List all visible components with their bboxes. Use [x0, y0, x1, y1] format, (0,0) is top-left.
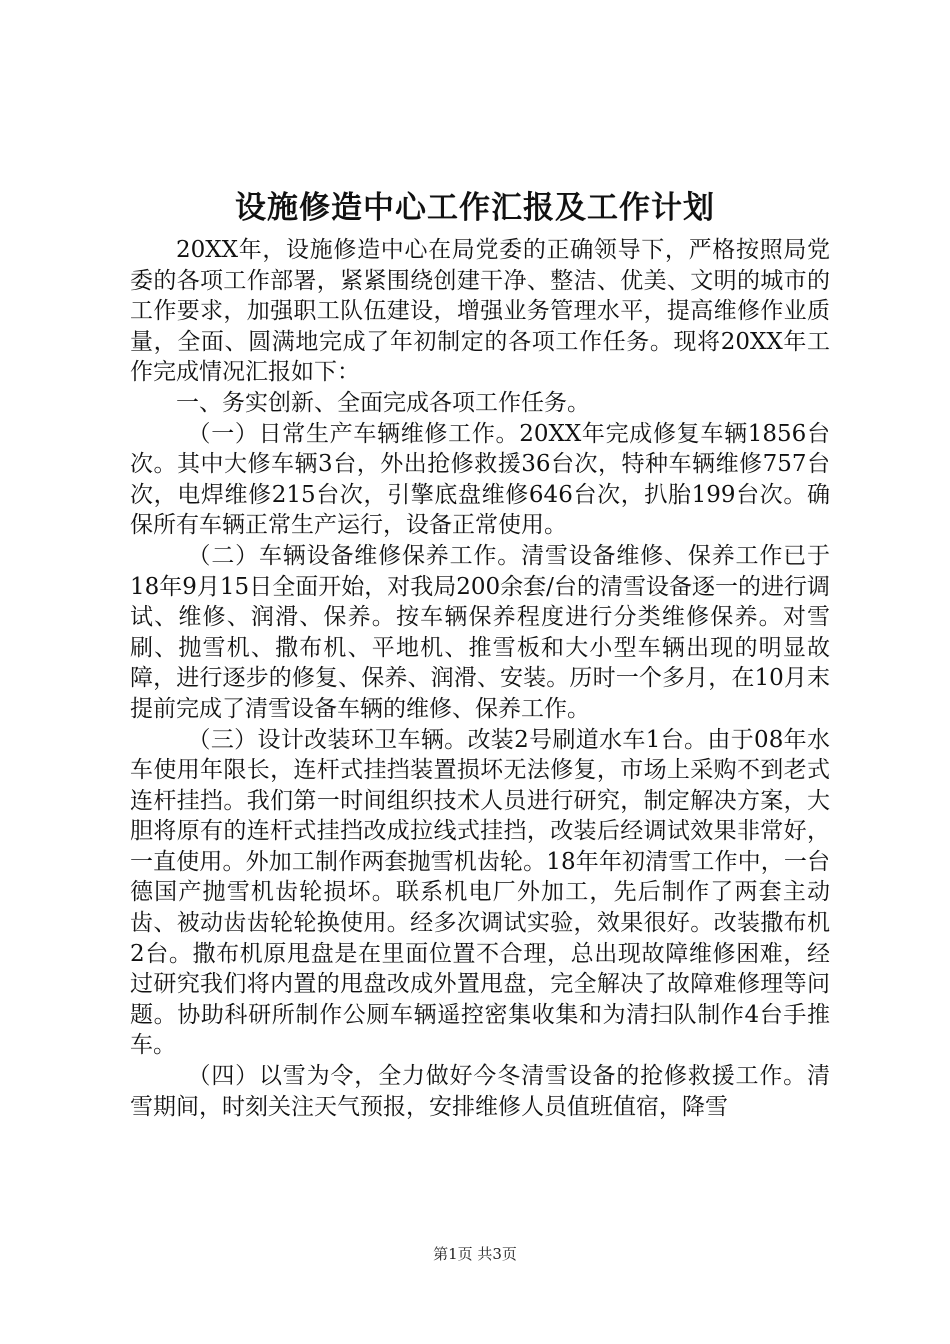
paragraph-intro: 20XX年，设施修造中心在局党委的正确领导下，严格按照局党委的各项工作部署，紧紧围绕创建干净、整洁、优美、文明的城市的工作要求，加强职工队伍建设，增强业务管理水平，提高维修作业质量，全面、圆满地完成了年初制定的各项工作任务。现将20XX年工作完成情况汇报如下：	[130, 237, 830, 386]
paragraph-item-2: （二）车辆设备维修保养工作。清雪设备维修、保养工作已于18年9月15日全面开始，对我局200余套/台的清雪设备逐一的进行调试、维修、润滑、保养。按车辆保养程度进行分类维修保养。对雪刷、抛雪机、撒布机、平地机、推雪板和大小型车辆出现的明显故障，进行逐步的修复、保养、润滑、安装。历时一个多月，在10月末提前完成了清雪设备车辆的维修、保养工作。	[130, 542, 830, 722]
page-number-footer: 第1页 共3页	[433, 1245, 517, 1263]
paragraph-item-3: （三）设计改装环卫车辆。改装2号刷道水车1台。由于08年水车使用年限长，连杆式挂挡装置损坏无法修复，市场上采购不到老式连杆挂挡。我们第一时间组织技术人员进行研究，制定解决方案，大胆将原有的连杆式挂挡改成拉线式挂挡，改装后经调试效果非常好，一直使用。外加工制作两套抛雪机齿轮。18年年初清雪工作中，一台德国产抛雪机齿轮损坏。联系机电厂外加工，先后制作了两套主动齿、被动齿齿轮轮换使用。经多次调试实验，效果很好。改装撒布机2台。撒布机原甩盘是在里面位置不合理，总出现故障维修困难，经过研究我们将内置的甩盘改成外置甩盘，完全解决了故障难修理等问题。协助科研所制作公厕车辆遥控密集收集和为清扫队制作4台手推车。	[130, 726, 830, 1059]
document-body	[130, 235, 830, 1122]
document-title: 设施修造中心工作汇报及工作计划	[235, 190, 715, 226]
paragraph-section-heading: 一、务实创新、全面完成各项工作任务。	[176, 389, 590, 416]
paragraph-item-4: （四）以雪为令，全力做好今冬清雪设备的抢修救援工作。清雪期间，时刻关注天气预报，安排维修人员值班值宿，降雪	[130, 1063, 830, 1120]
paragraph-item-1: （一）日常生产车辆维修工作。20XX年完成修复车辆1856台次。其中大修车辆3台，外出抢修救援36台次，特种车辆维修757台次，电焊维修215台次，引擎底盘维修646台次，扒胎199台次。确保所有车辆正常生产运行，设备正常使用。	[130, 420, 830, 539]
